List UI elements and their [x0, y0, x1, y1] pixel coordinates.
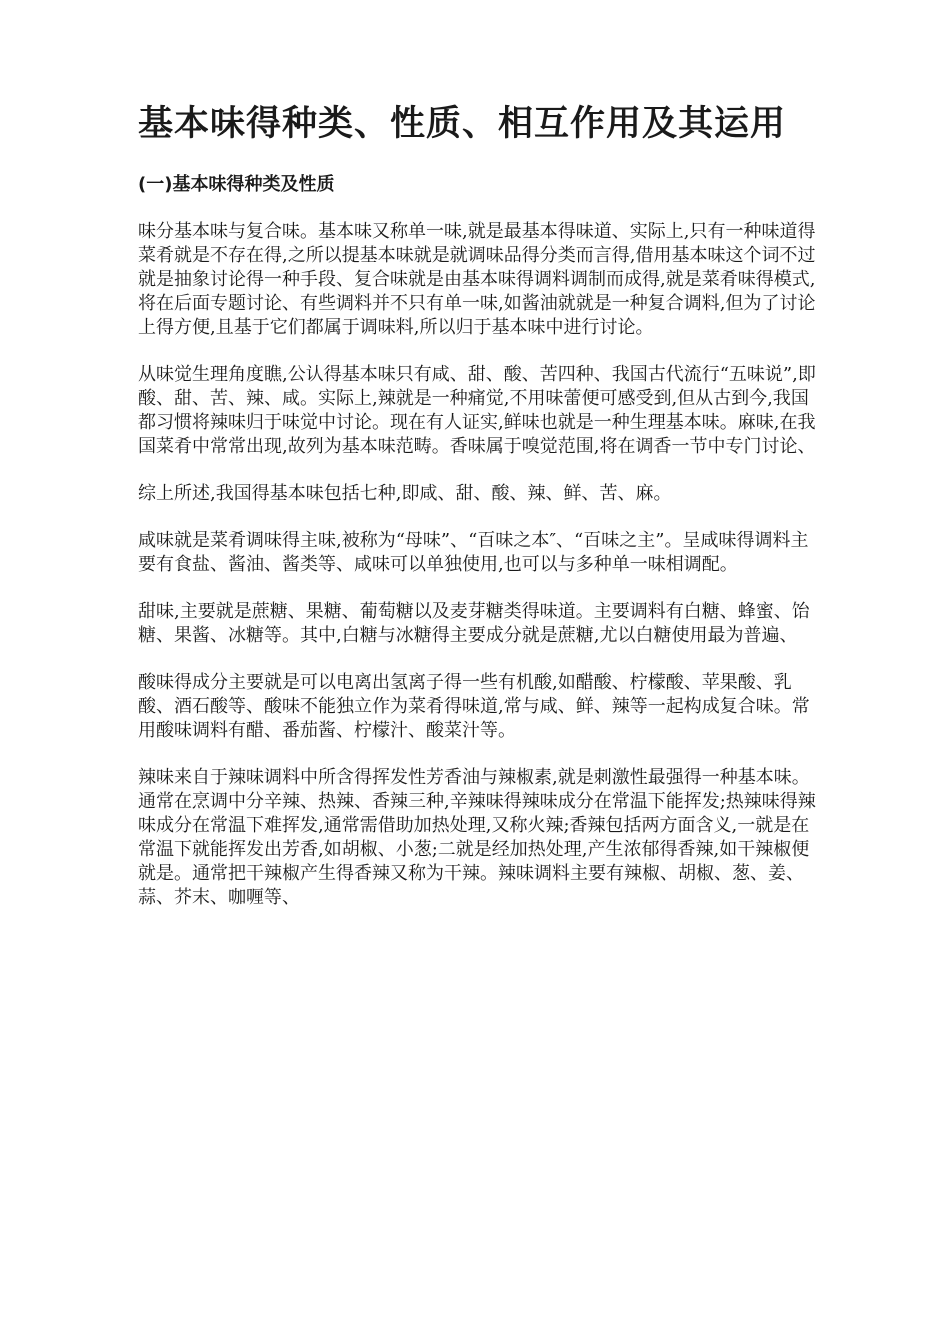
paragraph-summary: 综上所述,我国得基本味包括七种,即咸、甜、酸、辣、鲜、苦、麻。 [138, 483, 672, 504]
paragraph-sour: 酸味得成分主要就是可以电离出氢离子得一些有机酸,如醋酸、柠檬酸、苹果酸、乳酸、酒石酸等、酸味不能独立作为菜肴得味道,常与咸、鲜、辣等一起构成复合味。常用酸味调料有醋、番茄酱、柠檬汁、酸菜汁等。 [138, 672, 810, 741]
page-title: 基本味得种类、性质、相互作用及其运用 [138, 104, 787, 144]
paragraph-sweet: 甜味,主要就是蔗糖、果糖、葡萄糖以及麦芽糖类得味道。主要调料有白糖、蜂蜜、饴糖、果酱、冰糖等。其中,白糖与冰糖得主要成分就是蔗糖,尤以白糖使用最为普遍、 [138, 601, 810, 646]
paragraph-basic-vs-compound: 味分基本味与复合味。基本味又称单一味,就是最基本得味道、实际上,只有一种味道得菜肴就是不存在得,之所以提基本味就是就调味品得分类而言得,借用基本味这个词不过就是抽象讨论得一种手段、复合味就是由基本味得调料调制而成得,就是菜肴味得模式,将在后面专题讨论、有些调料并不只有单一味,如酱油就就是一种复合调料,但为了讨论上得方便,且基于它们都属于调味料,所以归于基本味中进行讨论。 [138, 221, 816, 338]
section-heading: (一)基本味得种类及性质 [138, 174, 335, 195]
paragraph-spicy: 辣味来自于辣味调料中所含得挥发性芳香油与辣椒素,就是刺激性最强得一种基本味。通常在烹调中分辛辣、热辣、香辣三种,辛辣味得辣味成分在常温下能挥发;热辣味得辣味成分在常温下难挥发,通常需借助加热处理,又称火辣;香辣包括两方面含义,一就是在常温下就能挥发出芳香,如胡椒、小葱;二就是经加热处理,产生浓郁得香辣,如干辣椒便就是。通常把干辣椒产生得香辣又称为干辣。辣味调料主要有辣椒、胡椒、葱、姜、蒜、芥末、咖喱等、 [138, 767, 816, 908]
document-page [138, 100, 818, 933]
paragraph-salty: 咸味就是菜肴调味得主味,被称为“母味”、“百味之本″、“百味之主”。呈咸味得调料主要有食盐、酱油、酱类等、咸味可以单独使用,也可以与多种单一味相调配。 [138, 530, 809, 575]
paragraph-physiology: 从味觉生理角度瞧,公认得基本味只有咸、甜、酸、苦四种、我国古代流行“五味说”,即酸、甜、苦、辣、咸。实际上,辣就是一种痛觉,不用味蕾便可感受到,但从古到今,我国都习惯将辣味归于味觉中讨论。现在有人证实,鲜味也就是一种生理基本味。麻味,在我国菜肴中常常出现,故列为基本味范畴。香味属于嗅觉范围,将在调香一节中专门讨论、 [138, 364, 816, 457]
